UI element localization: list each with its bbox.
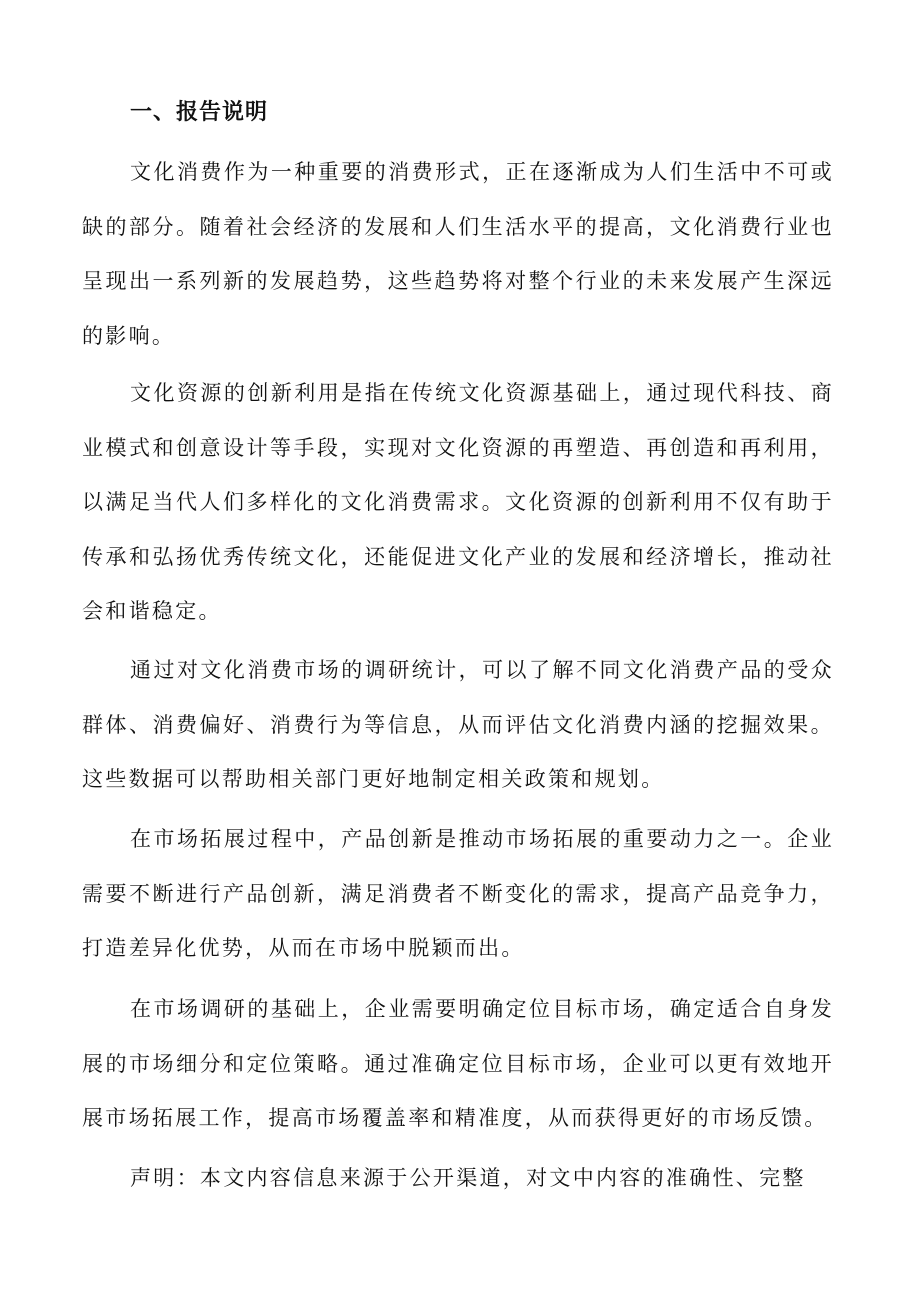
paragraph-cultural-resource-innovation: 文化资源的创新利用是指在传统文化资源基础上，通过现代科技、商业模式和创意设计等手段，实现对文化资源的再塑造、再创造和再利用，以满足当代人们多样化的文化消费需求。文化资源的创新利用不仅有助于传承和弘扬优秀传统文化，还能促进文化产业的发展和经济增长，推动社会和谐稳定。: [82, 381, 834, 623]
paragraph-product-innovation: 在市场拓展过程中，产品创新是推动市场拓展的重要动力之一。企业需要不断进行产品创新，满足消费者不断变化的需求，提高产品竞争力，打造差异化优势，从而在市场中脱颖而出。: [82, 827, 834, 960]
section-heading: 一、报告说明: [130, 100, 269, 125]
paragraph-market-research-statistics: 通过对文化消费市场的调研统计，可以了解不同文化消费产品的受众群体、消费偏好、消费行为等信息，从而评估文化消费内涵的挖掘效果。这些数据可以帮助相关部门更好地制定相关政策和规划。: [82, 658, 834, 791]
paragraph-disclaimer: 声明：本文内容信息来源于公开渠道，对文中内容的准确性、完整: [130, 1166, 806, 1190]
paragraph-target-market-positioning: 在市场调研的基础上，企业需要明确定位目标市场，确定适合自身发展的市场细分和定位策略。通过准确定位目标市场，企业可以更有效地开展市场拓展工作，提高市场覆盖率和精准度，从而获得更好的市场反馈。: [82, 997, 834, 1130]
paragraph-cultural-consumption-trends: 文化消费作为一种重要的消费形式，正在逐渐成为人们生活中不可或缺的部分。随着社会经济的发展和人们生活水平的提高，文化消费行业也呈现出一系列新的发展趋势，这些趋势将对整个行业的未来发展产生深远的影响。: [82, 160, 834, 348]
